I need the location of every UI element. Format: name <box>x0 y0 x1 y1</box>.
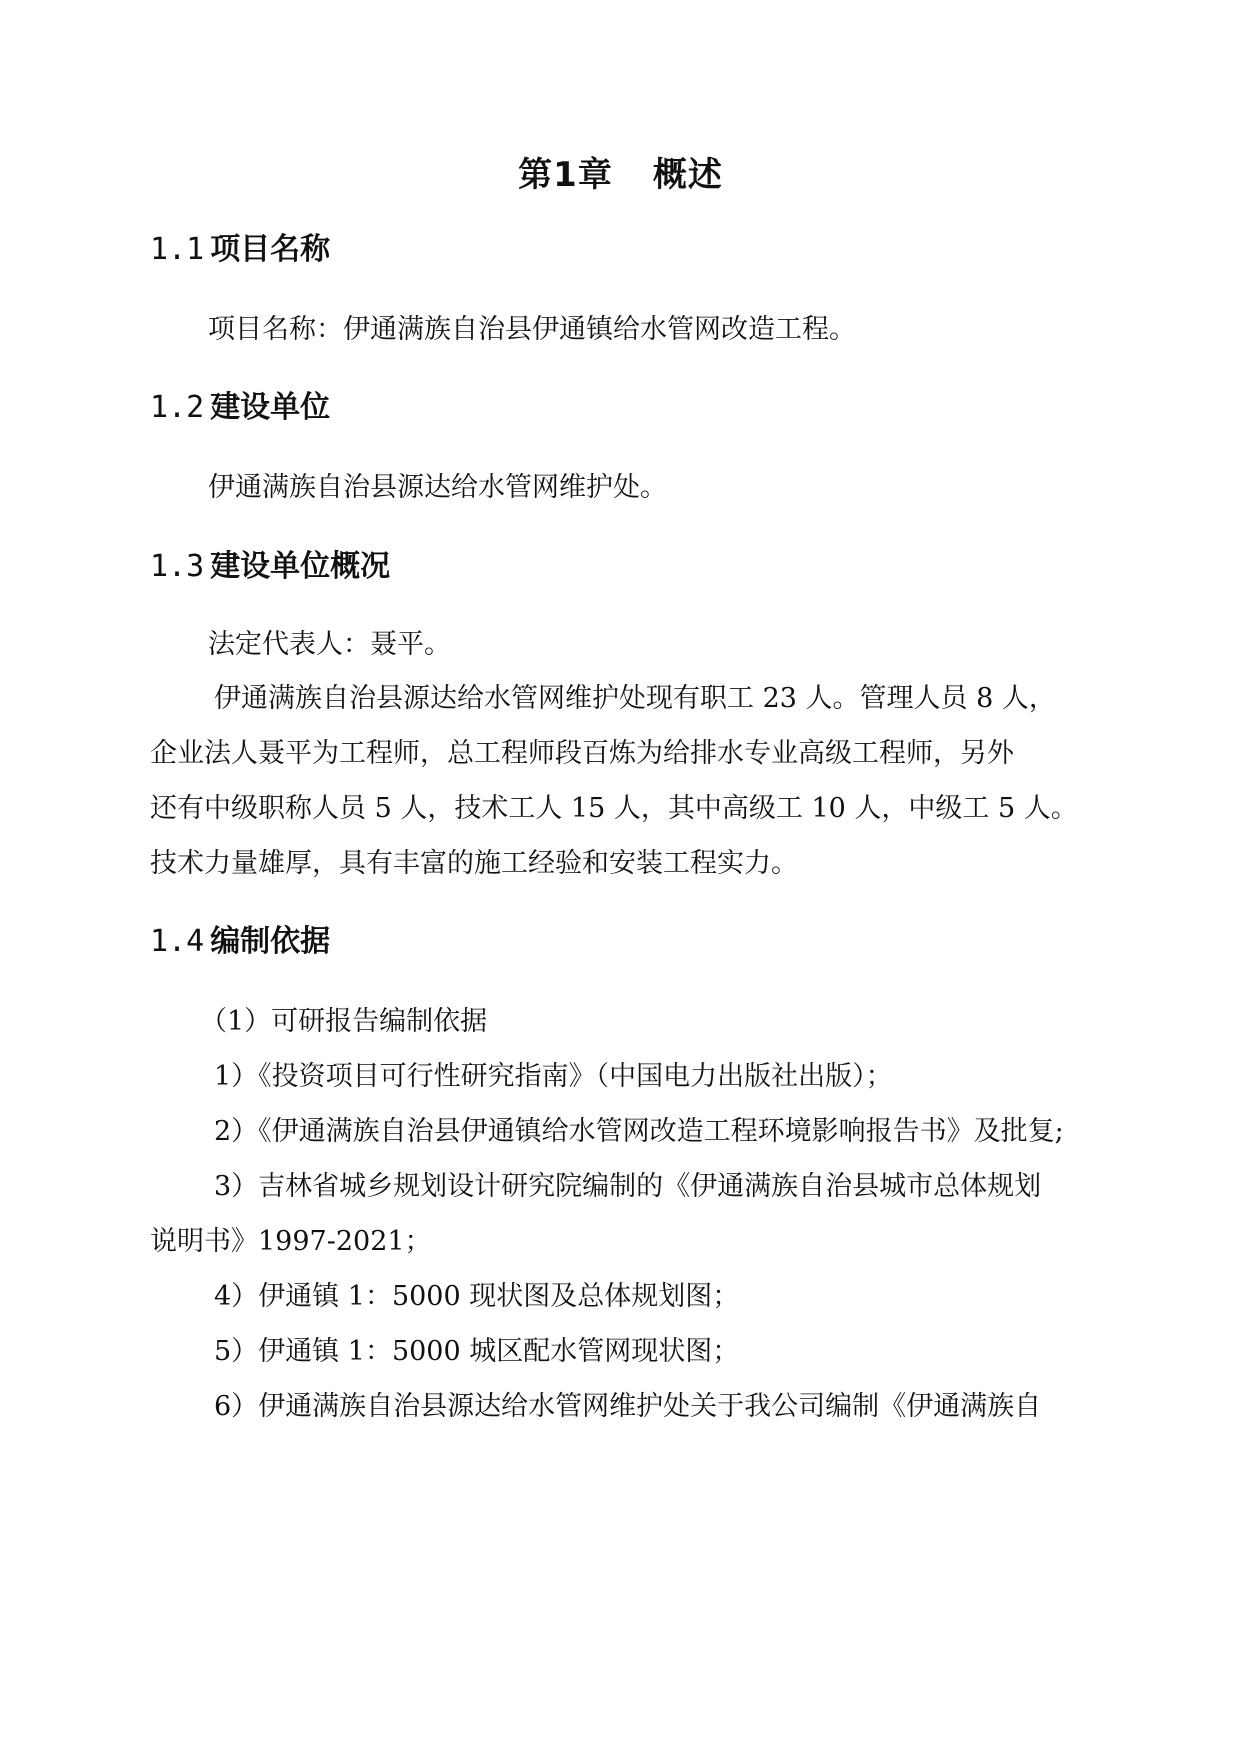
section-heading-1-3 <box>150 545 390 589</box>
list-heading: （1）可研报告编制依据 <box>200 1006 488 1037</box>
section-title: 建设单位 <box>210 390 331 425</box>
section-title: 建设单位概况 <box>210 549 391 584</box>
list-item: 3）吉林省城乡规划设计研究院编制的《伊通满族自治县城市总体规划 <box>214 1171 1042 1202</box>
list-item: 5）伊通镇 1：5000 城区配水管网现状图； <box>214 1336 740 1367</box>
section-heading-1-4 <box>150 920 330 964</box>
section-number: 1.3 <box>150 549 205 584</box>
paragraph: 法定代表人：聂平。 <box>208 629 451 660</box>
paragraph: 项目名称：伊通满族自治县伊通镇给水管网改造工程。 <box>208 314 856 345</box>
list-item: 2）《伊通满族自治县伊通镇给水管网改造工程环境影响报告书》及批复; <box>214 1116 1064 1147</box>
paragraph: 伊通满族自治县源达给水管网维护处。 <box>208 472 667 503</box>
list-item: 6）伊通满族自治县源达给水管网维护处关于我公司编制《伊通满族自 <box>214 1391 1042 1422</box>
section-title: 编制依据 <box>210 924 331 959</box>
chapter-name: 概述 <box>652 155 723 195</box>
section-title: 项目名称 <box>210 232 331 267</box>
section-heading-1-2 <box>150 386 330 430</box>
paragraph: 技术力量雄厚，具有丰富的施工经验和安装工程实力。 <box>150 848 798 879</box>
section-number: 1.4 <box>150 924 205 959</box>
paragraph: 还有中级职称人员 5 人，技术工人 15 人，其中高级工 10 人，中级工 5 人。 <box>150 793 1078 824</box>
list-item: 1）《投资项目可行性研究指南》（中国电力出版社出版）； <box>214 1061 893 1092</box>
paragraph: 企业法人聂平为工程师，总工程师段百炼为给排水专业高级工程师，另外 <box>150 738 1014 769</box>
chapter-title <box>0 150 1241 200</box>
paragraph: 伊通满族自治县源达给水管网维护处现有职工 23 人。管理人员 8 人， <box>214 683 1056 714</box>
section-number: 1.2 <box>150 390 205 425</box>
section-number: 1.1 <box>150 232 205 267</box>
section-heading-1-1 <box>150 228 330 272</box>
chapter-number: 第1章 <box>518 155 613 195</box>
list-item-continued: 说明书》1997-2021； <box>150 1226 432 1257</box>
list-item: 4）伊通镇 1：5000 现状图及总体规划图； <box>214 1281 740 1312</box>
